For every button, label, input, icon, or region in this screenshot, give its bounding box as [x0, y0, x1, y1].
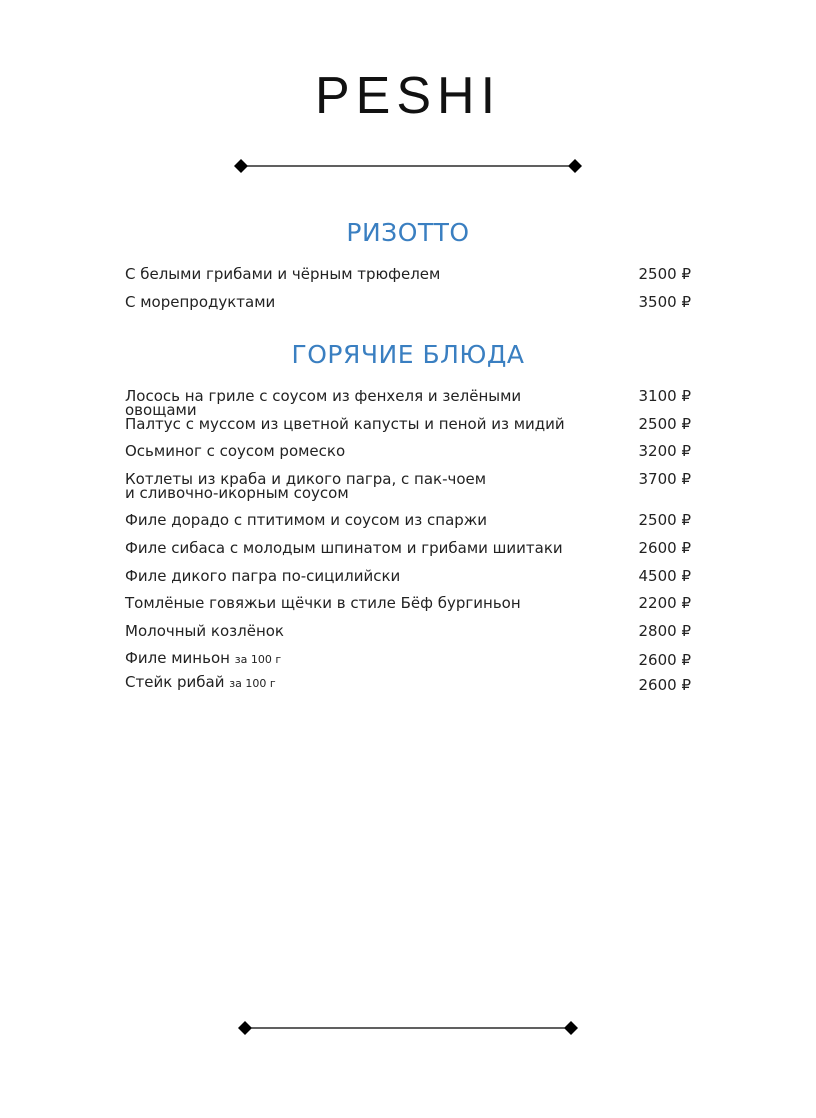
item-name: Осьминог с соусом ромеско — [125, 442, 346, 460]
bottom-divider — [0, 1018, 816, 1038]
diamond-icon — [568, 159, 582, 173]
list-item — [125, 651, 691, 675]
item-price: 3100 ₽ — [638, 387, 691, 405]
item-price: 2600 ₽ — [638, 539, 691, 557]
item-price: 2600 ₽ — [638, 651, 691, 669]
item-price: 3200 ₽ — [638, 442, 691, 460]
item-name — [125, 651, 281, 667]
list-item — [125, 596, 691, 624]
hot-dishes-list — [125, 389, 691, 703]
list-item — [125, 267, 691, 295]
item-price: 4500 ₽ — [638, 567, 691, 585]
item-price: 2800 ₽ — [638, 622, 691, 640]
item-name-line: Котлеты из краба и дикого пагра, с пак-чоем — [125, 470, 487, 488]
top-divider — [0, 156, 816, 176]
item-name-text: Стейк рибай — [125, 673, 225, 691]
item-name: Палтус с муссом из цветной капусты и пеной из мидий — [125, 415, 565, 433]
item-name: Филе дорадо с птитимом и соусом из спаржи — [125, 511, 488, 529]
risotto-list — [125, 267, 691, 323]
item-name: Филе дикого пагра по-сицилийски — [125, 567, 401, 585]
item-price: 2500 ₽ — [638, 265, 691, 283]
item-name: Лосось на гриле с соусом из фенхеля и зелёными овощами — [125, 387, 522, 419]
item-name: Молочный козлёнок — [125, 622, 284, 640]
list-item — [125, 513, 691, 541]
list-item — [125, 389, 691, 417]
list-item — [125, 417, 691, 444]
list-item — [125, 624, 691, 651]
list-item — [125, 675, 691, 703]
item-price: 3500 ₽ — [638, 293, 691, 311]
item-name: С белыми грибами и чёрным трюфелем — [125, 265, 441, 283]
item-name: С морепродуктами — [125, 293, 276, 311]
list-item — [125, 295, 691, 323]
section-title-hot-dishes: ГОРЯЧИЕ БЛЮДА — [291, 340, 525, 369]
item-name — [125, 472, 486, 500]
item-name-line: и сливочно-икорным соусом — [125, 484, 349, 502]
item-name — [125, 675, 276, 691]
item-name-text: Филе миньон — [125, 649, 230, 667]
list-item — [125, 569, 691, 596]
item-name: Томлёные говяжьи щёчки в стиле Бёф бургиньон — [125, 594, 521, 612]
item-price: 2600 ₽ — [638, 676, 691, 694]
list-item — [125, 472, 691, 513]
item-price: 2500 ₽ — [638, 415, 691, 433]
item-price: 2500 ₽ — [638, 511, 691, 529]
list-item — [125, 541, 691, 569]
diamond-icon — [564, 1021, 578, 1035]
brand-logo: PESHI — [314, 67, 502, 125]
item-note: за 100 г — [234, 653, 282, 666]
diamond-icon — [238, 1021, 252, 1035]
diamond-icon — [234, 159, 248, 173]
item-price: 2200 ₽ — [638, 594, 691, 612]
section-title-risotto: РИЗОТТО — [346, 218, 470, 247]
list-item — [125, 444, 691, 472]
item-name: Филе сибаса с молодым шпинатом и грибами шиитаки — [125, 539, 563, 557]
item-price: 3700 ₽ — [638, 470, 691, 488]
item-note: за 100 г — [229, 677, 276, 690]
